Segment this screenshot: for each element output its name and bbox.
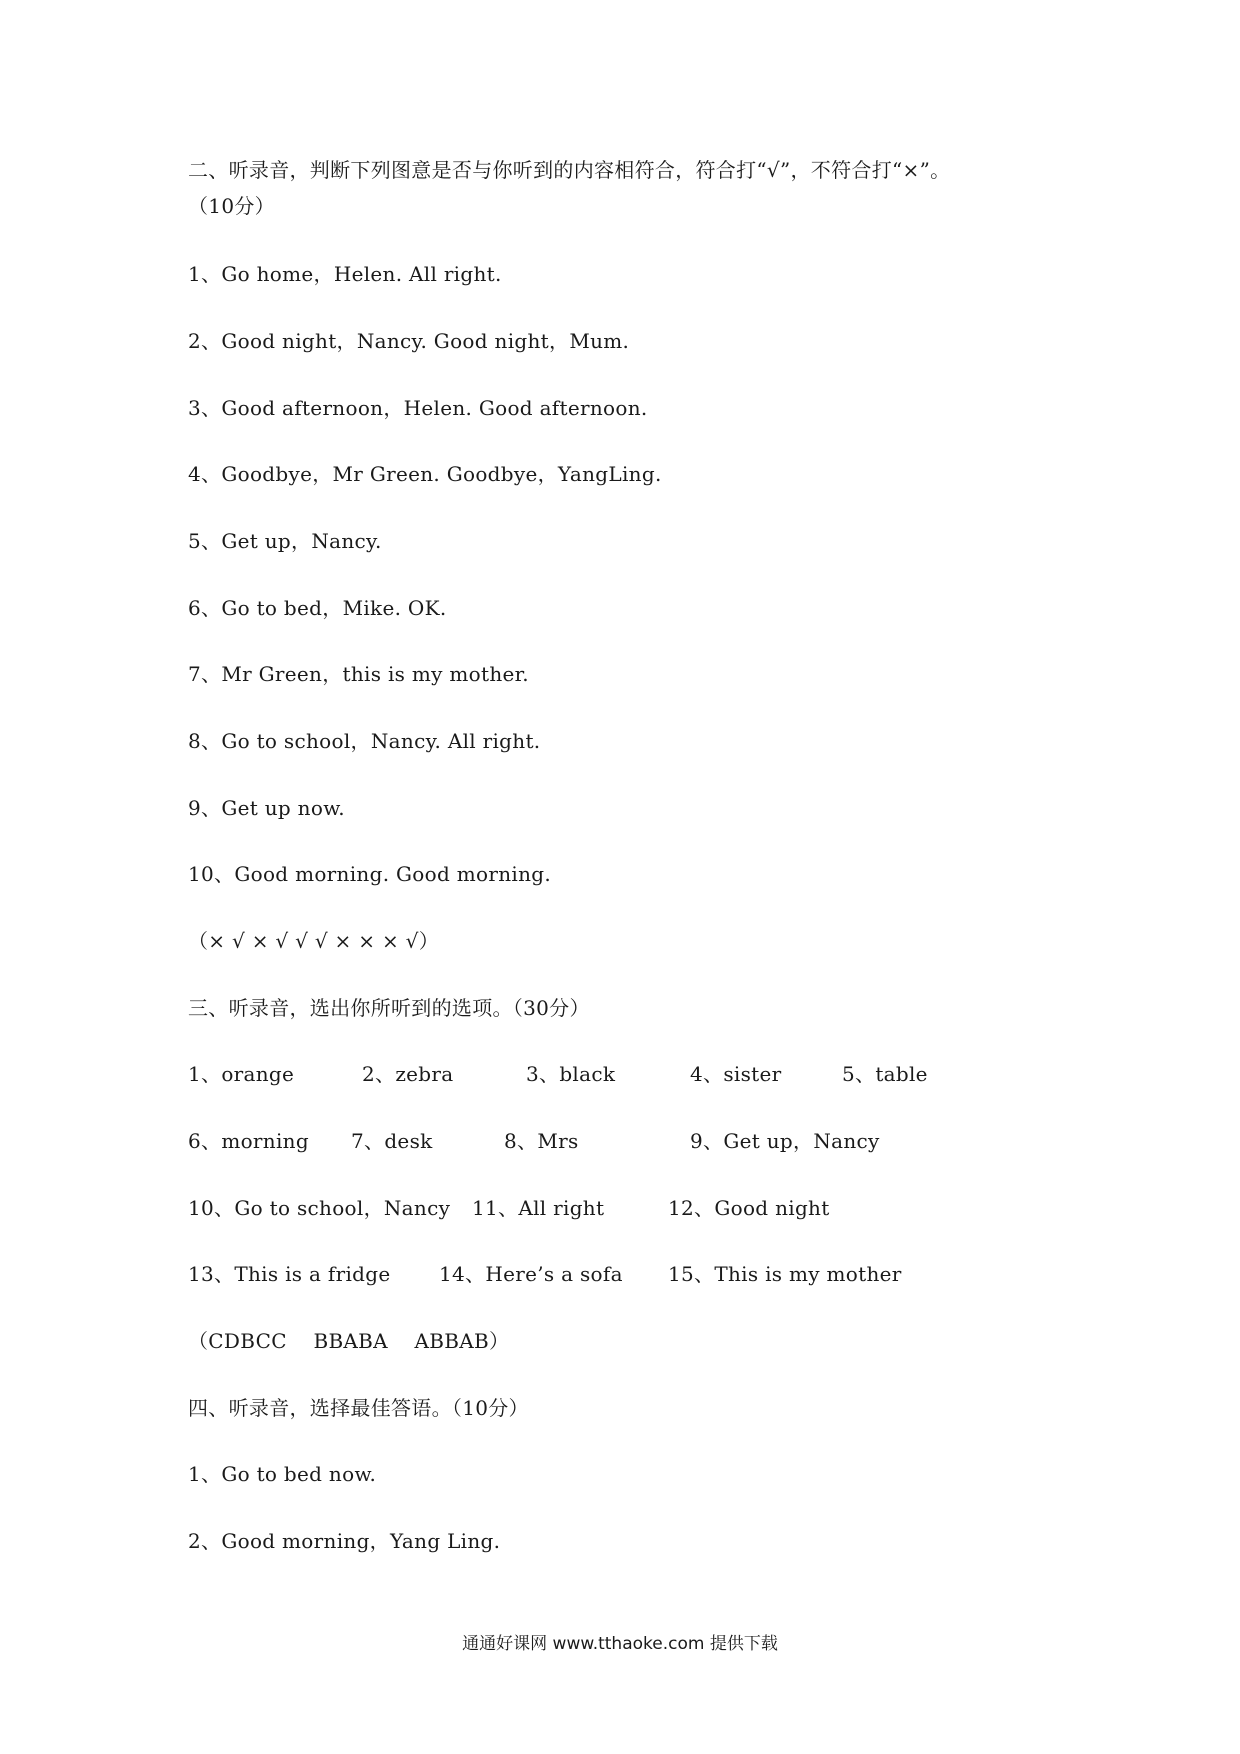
section3-option-6: 6、morning <box>188 1129 309 1153</box>
section2-item-6: 6、Go to bed，Mike. OK. <box>188 596 447 620</box>
section2-item-5: 5、Get up，Nancy. <box>188 529 382 553</box>
section4-heading: 四、听录音，选择最佳答语。（10分） <box>188 1396 529 1420</box>
section3-option-4: 4、sister <box>690 1062 782 1086</box>
section2-heading: 二、听录音，判断下列图意是否与你听到的内容相符合，符合打“√”，不符合打“×”。 <box>188 158 951 182</box>
section3-option-12: 12、Good night <box>668 1196 830 1220</box>
section3-answer: （CDBCC BBABA ABBAB） <box>188 1329 510 1353</box>
section2-item-4: 4、Goodbye，Mr Green. Goodbye，YangLing. <box>188 462 662 486</box>
section3-option-5: 5、table <box>842 1062 928 1086</box>
section4-item-1: 1、Go to bed now. <box>188 1462 377 1486</box>
section3-option-1: 1、orange <box>188 1062 295 1086</box>
section2-item-2: 2、Good night，Nancy. Good night，Mum. <box>188 329 630 353</box>
section2-item-1: 1、Go home，Helen. All right. <box>188 262 502 286</box>
section3-option-15: 15、This is my mother <box>668 1262 902 1286</box>
section2-item-7: 7、Mr Green，this is my mother. <box>188 662 529 686</box>
section3-option-10: 10、Go to school，Nancy <box>188 1196 451 1220</box>
section3-option-8: 8、Mrs <box>504 1129 579 1153</box>
section3-option-14: 14、Here’s a sofa <box>439 1262 623 1286</box>
section4-item-2: 2、Good morning，Yang Ling. <box>188 1529 501 1553</box>
section3-option-7: 7、desk <box>351 1129 433 1153</box>
section2-item-8: 8、Go to school，Nancy. All right. <box>188 729 541 753</box>
section3-option-13: 13、This is a fridge <box>188 1262 391 1286</box>
section2-answer: （× √ × √ √ √ × × × √） <box>188 929 440 953</box>
section3-option-11: 11、All right <box>472 1196 605 1220</box>
section2-item-10: 10、Good morning. Good morning. <box>188 862 552 886</box>
section3-option-3: 3、black <box>526 1062 616 1086</box>
section2-item-3: 3、Good afternoon，Helen. Good afternoon. <box>188 396 648 420</box>
section3-option-9: 9、Get up，Nancy <box>690 1129 880 1153</box>
section2-points: （10分） <box>188 194 275 218</box>
page-footer: 通通好课网 www.tthaoke.com 提供下载 <box>462 1634 778 1654</box>
section3-option-2: 2、zebra <box>362 1062 454 1086</box>
section2-item-9: 9、Get up now. <box>188 796 345 820</box>
section3-heading: 三、听录音，选出你所听到的选项。（30分） <box>188 996 590 1020</box>
